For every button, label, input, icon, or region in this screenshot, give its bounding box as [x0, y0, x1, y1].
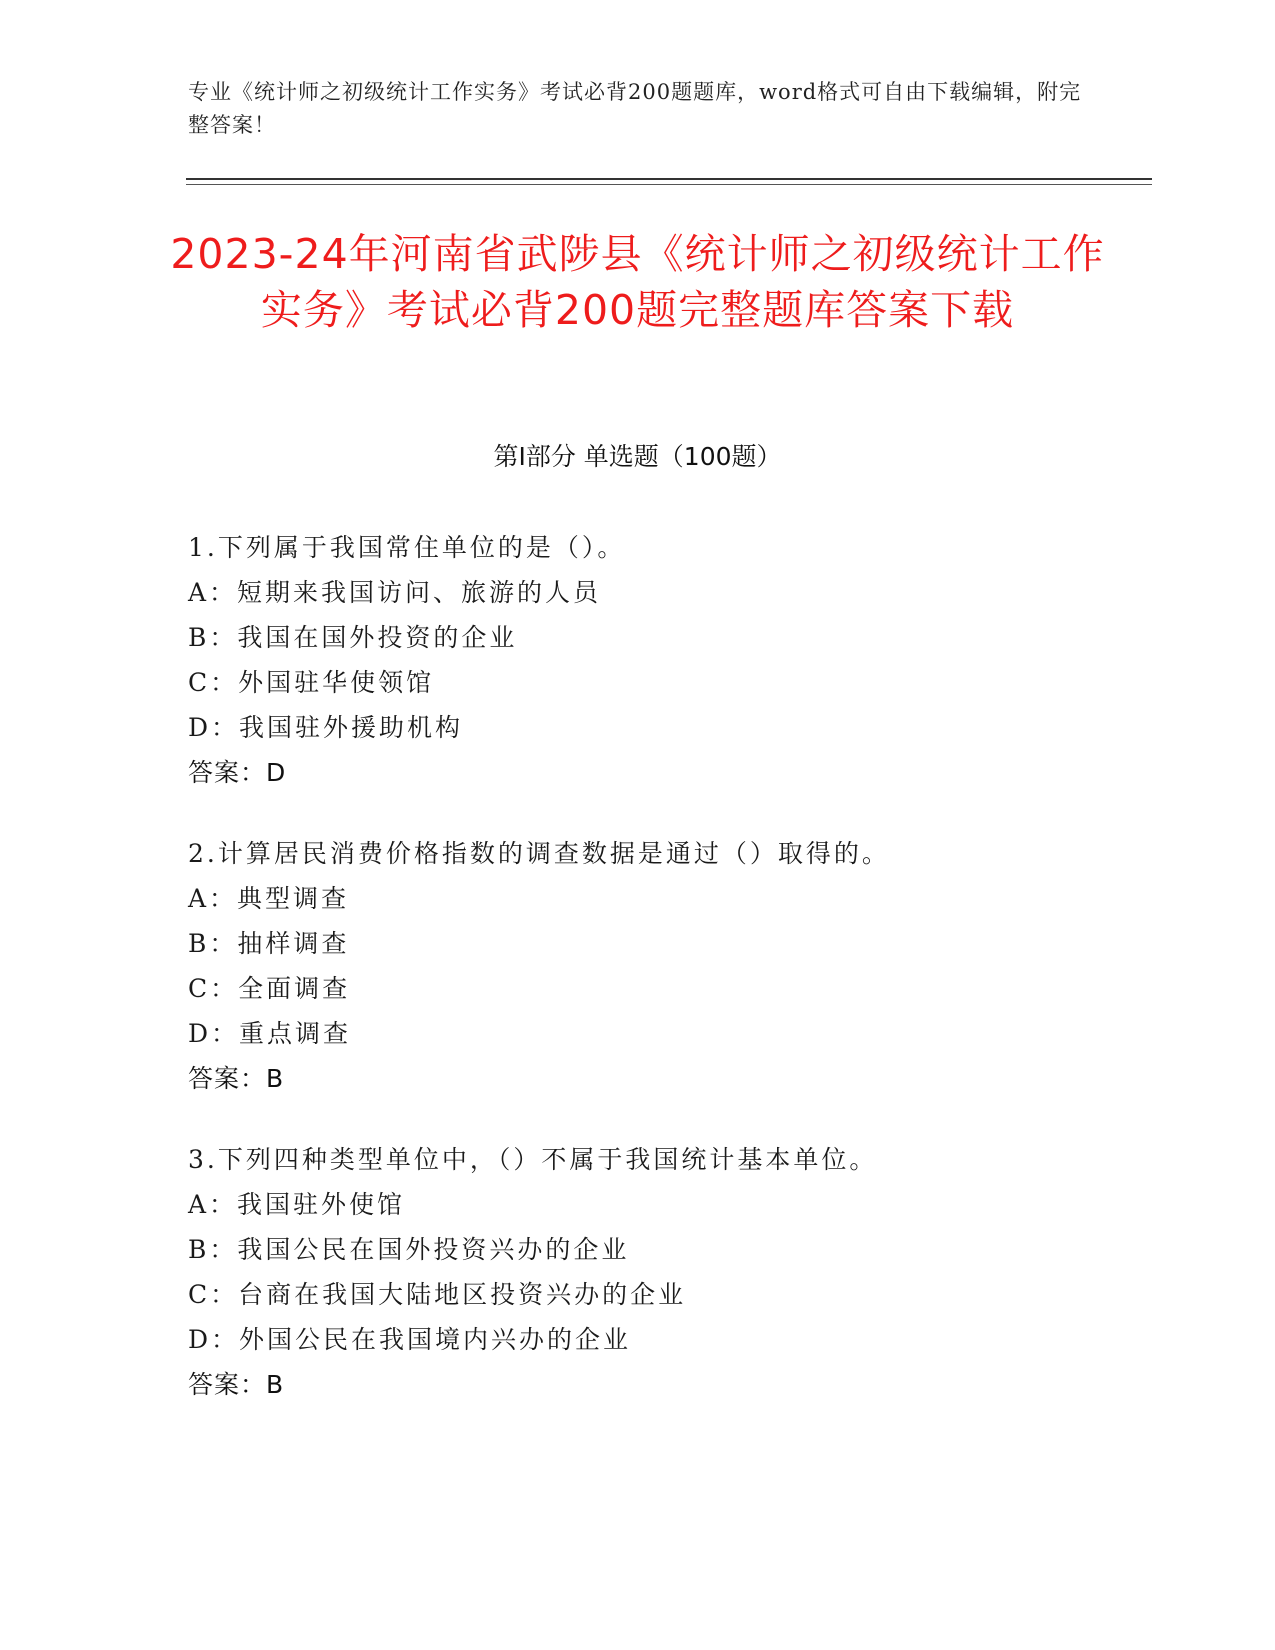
option-a: A：短期来我国访问、旅游的人员	[188, 578, 602, 607]
option-c: C：台商在我国大陆地区投资兴办的企业	[188, 1280, 687, 1309]
option-c: C：全面调查	[188, 974, 351, 1003]
option-b: B：抽样调查	[188, 929, 350, 958]
question-1	[188, 525, 1148, 795]
question-stem: 3.下列四种类型单位中，（）不属于我国统计基本单位。	[188, 1145, 878, 1174]
option-d: D：重点调查	[188, 1019, 352, 1048]
option-c: C：外国驻华使领馆	[188, 668, 435, 697]
header-divider-thin	[186, 184, 1152, 185]
question-list	[188, 525, 1148, 1443]
option-a: A：我国驻外使馆	[188, 1190, 406, 1219]
option-d: D：外国公民在我国境内兴办的企业	[188, 1325, 632, 1354]
question-stem: 1.下列属于我国常住单位的是（）。	[188, 533, 626, 562]
header-divider-thick	[186, 178, 1152, 180]
question-stem: 2.计算居民消费价格指数的调查数据是通过（）取得的。	[188, 839, 890, 868]
answer: 答案：D	[188, 758, 287, 787]
option-b: B：我国在国外投资的企业	[188, 623, 518, 652]
option-a: A：典型调查	[188, 884, 350, 913]
section-heading: 第Ⅰ部分 单选题（100题）	[493, 442, 782, 471]
header-note: 专业《统计师之初级统计工作实务》考试必背200题题库，word格式可自由下载编辑，附完整答案！	[188, 80, 1082, 137]
answer: 答案：B	[188, 1370, 285, 1399]
option-d: D：我国驻外援助机构	[188, 713, 464, 742]
question-3	[188, 1137, 1148, 1407]
answer: 答案：B	[188, 1064, 285, 1093]
document-title: 2023-24年河南省武陟县《统计师之初级统计工作实务》考试必背200题完整题库答案下载	[170, 230, 1105, 334]
option-b: B：我国公民在国外投资兴办的企业	[188, 1235, 630, 1264]
question-2	[188, 831, 1148, 1101]
